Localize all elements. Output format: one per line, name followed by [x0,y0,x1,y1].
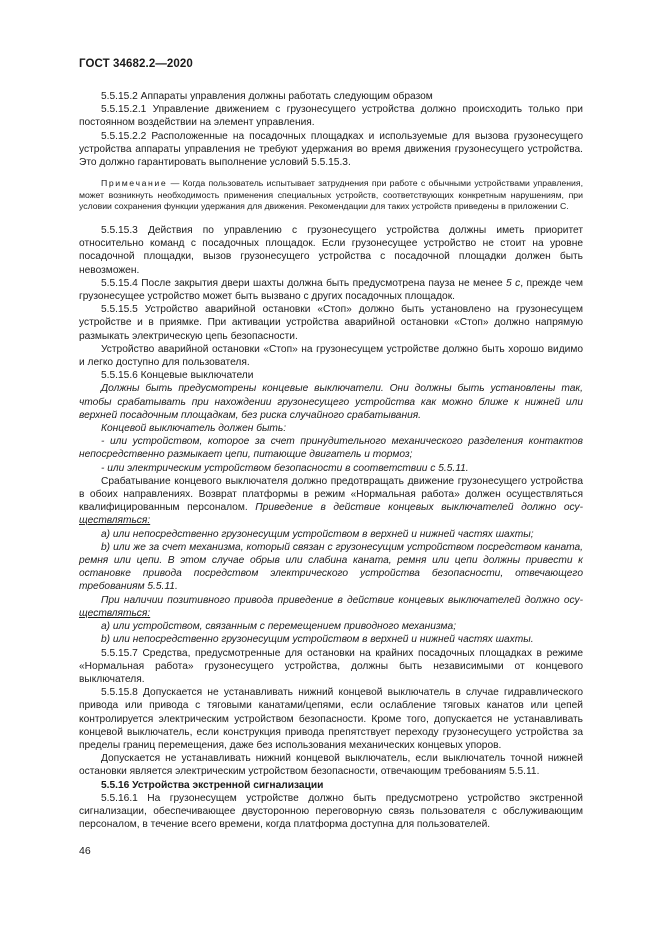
paragraph: Устройство аварийной остановки «Стоп» на грузонесущем устройстве должно быть хорошо видимо и легко доступно для пользователя. [79,343,583,369]
paragraph: 5.5.15.3 Действия по управлению с грузонесущего устройства должны иметь приоритет относительно команд с посадочных площадок. Если грузонесущее устройство не стоит на уровне посадочной площадки, вызов грузонесущего устройства с посадочной площадки должен быть невозможен. [79,225,583,276]
document-body [79,90,583,831]
paragraph-text: , прежде чем грузонесущее устройство может быть вызвано с других посадочных площадок. [79,277,583,303]
paragraph: 5.5.16.1 На грузонесущем устройстве должно быть предусмотрено устройство экстренной сигнализации, обеспечивающее двусторонною переговорную связь пользователя с обслуживающим персоналом, в течение всего времени, когда платформа доступна для пользователей. [79,792,583,831]
paragraph: 5.5.15.2 Аппараты управления должны работать следующим образом [101,91,433,102]
paragraph-italic-text: Приведение в действие концевых выключателей должно осу- [255,502,584,514]
italic-list-item: - или электрическим устройством безопасности в соответствии с 5.5.11. [101,462,469,474]
italic-list-item: а) или непосредственно грузонесущим устройством в верхней и нижней частях шахты; [101,528,534,540]
paragraph-text: 5.5.15.4 После закрытия двери шахты должна быть предусмотрена пауза не менее [101,277,507,289]
paragraph-italic-text: При наличии позитивного привода приведение в действие концевых выключателей должно осу- [101,594,583,606]
paragraph: 5.5.15.2.2 Расположенные на посадочных площадках и используемые для вызова грузонесущего устройства аппараты управления не требуют удержания во время движения грузонесущего устройства. Это должно гарантировать выполнение условий 5.5.15.3. [79,130,583,169]
italic-paragraph: Концевой выключатель должен быть: [101,423,287,435]
italic-list-item: b) или непосредственно грузонесущим устройством в верхней и нижней частях шахты. [101,634,534,646]
italic-paragraph: Должны быть предусмотрены концевые выключатели. Они должны быть установлены так, чтобы срабатывать при нахождении грузонесущего устройства как можно ближе к нижней или верхней посадочным площадкам, без риска случайного срабатывания. [79,383,583,421]
paragraph-italic-value: 5 с [506,277,521,289]
italic-list-item: а) или устройством, связанным с перемещением приводного механизма; [101,621,457,633]
paragraph [79,277,583,303]
paragraph: 5.5.15.6 Концевые выключатели [101,370,254,382]
note [79,178,583,213]
section-heading: 5.5.16 Устройства экстренной сигнализации [101,779,324,791]
paragraph: 5.5.15.2.1 Управление движением с грузонесущего устройства должно происходить только при постоянном воздействии на элемент управления. [79,104,583,129]
italic-list-item: b) или же за счет механизма, который связан с грузонесущим устройством посредством каната, ремня или цепи. В этом случае обрыв или слабина каната, ремня или цепи должны привести к остановке привода посредством электрического устройства безопасности, отвечающего требованиям 5.5.11. [79,541,583,593]
paragraph: 5.5.15.7 Средства, предусмотренные для остановки на крайних посадочных площадках в режиме «Нормальная работа» грузонесущего устройства, должны быть независимыми от концевого выключателя. [79,647,583,685]
italic-paragraph [79,594,583,620]
note-label: Примечание [101,178,168,189]
paragraph [79,475,583,528]
paragraph: 5.5.15.8 Допускается не устанавливать нижний концевой выключатель в случае гидравлического привода или привода с тяговыми канатами/цепями, если ослабление тяговых канатов или цепей контролируется электрическим устройством безопасности. Кроме того, допускается не устанавливать концевой выключатель, если конструкция привода препятствует переходу грузонесущего устройства за пределы границ перемещения, даже без использования механических концевых упоров. [79,687,583,751]
document-header: ГОСТ 34682.2—2020 [79,58,193,70]
page-number: 46 [79,845,91,857]
note-text: — Когда пользователь испытывает затруднения при работе с обычными устройствами управления, может возникнуть необходимость применения специальных устройств, соответствующих конкретным нарушениям, при условии сохранения функции удержания для движения. Рекомендации для таких устройств приведены в приложении С. [79,178,583,212]
paragraph-italic-underlined: ществляться: [79,607,151,619]
paragraph: 5.5.15.5 Устройство аварийной остановки «Стоп» должно быть установлено на грузонесущем устройстве и в приямке. При активации устройства аварийной остановки «Стоп» должно напрямую размыкать электрическую цепь безопасности. [79,304,583,342]
paragraph-italic-underlined: ществляться: [79,515,151,527]
italic-list-item: - или устройством, которое за счет принудительного механического разделения контактов непосредственно размыкает цепи, питающие двигатель и тормоз; [79,436,583,461]
paragraph-text: Срабатывание концевого выключателя должно предотвращать движение грузонесущего устройства в обоих направлениях. Возврат платформы в режим «Нормальная работа» должен осуществляться квалифицированным персоналом. [79,475,583,514]
paragraph: Допускается не устанавливать нижний концевой выключатель, если выключатель точной нижней остановки является электрическим устройством безопасности, отвечающим требованиям 5.5.11. [79,753,583,778]
